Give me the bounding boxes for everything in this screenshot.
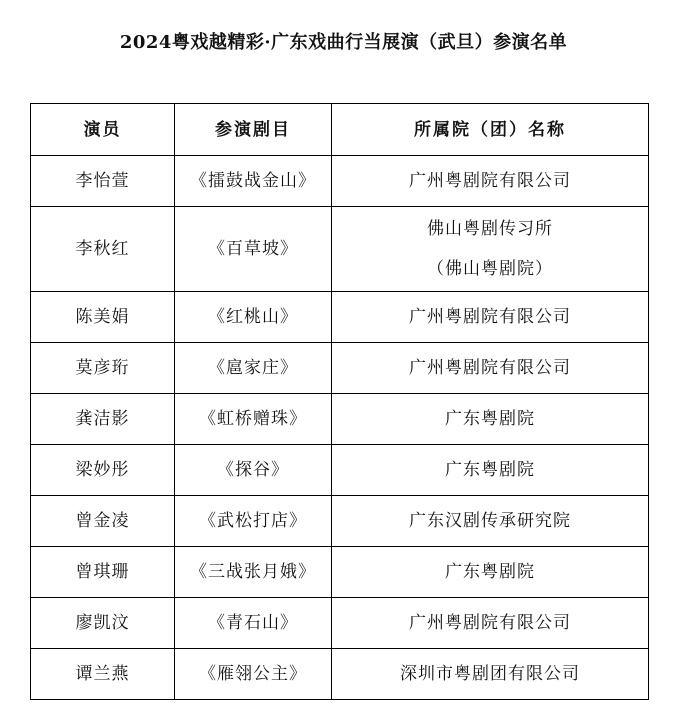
- organization-name: [332, 496, 649, 547]
- table-row: [31, 156, 649, 207]
- play-title: 《红桃山》: [175, 292, 332, 343]
- organization-name-line: 广州粤剧院有限公司: [409, 358, 571, 378]
- table-row: [31, 343, 649, 394]
- organization-name-line: 广东粤剧院: [445, 562, 535, 582]
- play-title: 《三战张月娥》: [175, 547, 332, 598]
- organization-name: [332, 207, 649, 292]
- organization-name-line: 深圳市粤剧团有限公司: [400, 664, 580, 684]
- organization-name-line: 广东粤剧院: [445, 409, 535, 429]
- play-title: 《雁翎公主》: [175, 649, 332, 700]
- performer-roster-table: [30, 103, 649, 700]
- play-title: 《扈家庄》: [175, 343, 332, 394]
- organization-name: [332, 547, 649, 598]
- organization-name-line: 广州粤剧院有限公司: [409, 171, 571, 191]
- organization-name: [332, 292, 649, 343]
- play-title: 《擂鼓战金山》: [175, 156, 332, 207]
- table-body: [31, 156, 649, 700]
- table-row: [31, 598, 649, 649]
- performer-name: 梁妙彤: [31, 445, 175, 496]
- table-row: [31, 292, 649, 343]
- organization-name: [332, 343, 649, 394]
- header-organization: 所属院（团）名称: [332, 104, 649, 156]
- table-row: [31, 547, 649, 598]
- organization-name: [332, 156, 649, 207]
- organization-name-line: （佛山粤剧院）: [427, 259, 553, 279]
- play-title: 《虹桥赠珠》: [175, 394, 332, 445]
- header-play: 参演剧目: [175, 104, 332, 156]
- table-row: [31, 394, 649, 445]
- header-performer: 演员: [31, 104, 175, 156]
- organization-name-line: 广东汉剧传承研究院: [409, 511, 571, 531]
- organization-name: [332, 598, 649, 649]
- performer-name: 李怡萱: [31, 156, 175, 207]
- organization-name: [332, 649, 649, 700]
- performer-name: 廖凯汶: [31, 598, 175, 649]
- play-title: 《百草坡》: [175, 207, 332, 292]
- play-title: 《探谷》: [175, 445, 332, 496]
- performer-name: 曾琪珊: [31, 547, 175, 598]
- table-row: [31, 496, 649, 547]
- performer-name: 龚洁影: [31, 394, 175, 445]
- performer-name: 曾金凌: [31, 496, 175, 547]
- performer-name: 陈美娟: [31, 292, 175, 343]
- play-title: 《青石山》: [175, 598, 332, 649]
- performer-name: 李秋红: [31, 207, 175, 292]
- table-row: [31, 445, 649, 496]
- document-title: 2024粤戏越精彩·广东戏曲行当展演（武旦）参演名单: [119, 32, 568, 53]
- organization-name: [332, 445, 649, 496]
- performer-name: 莫彦珩: [31, 343, 175, 394]
- organization-name: [332, 394, 649, 445]
- table-row: [31, 207, 649, 292]
- table-row: [31, 649, 649, 700]
- organization-name-line: 佛山粤剧传习所: [427, 219, 553, 239]
- organization-name-line: 广东粤剧院: [445, 460, 535, 480]
- organization-name-line: 广州粤剧院有限公司: [409, 613, 571, 633]
- organization-name-line: 广州粤剧院有限公司: [409, 307, 571, 327]
- play-title: 《武松打店》: [175, 496, 332, 547]
- performer-name: 谭兰燕: [31, 649, 175, 700]
- table-header-row: [31, 104, 649, 156]
